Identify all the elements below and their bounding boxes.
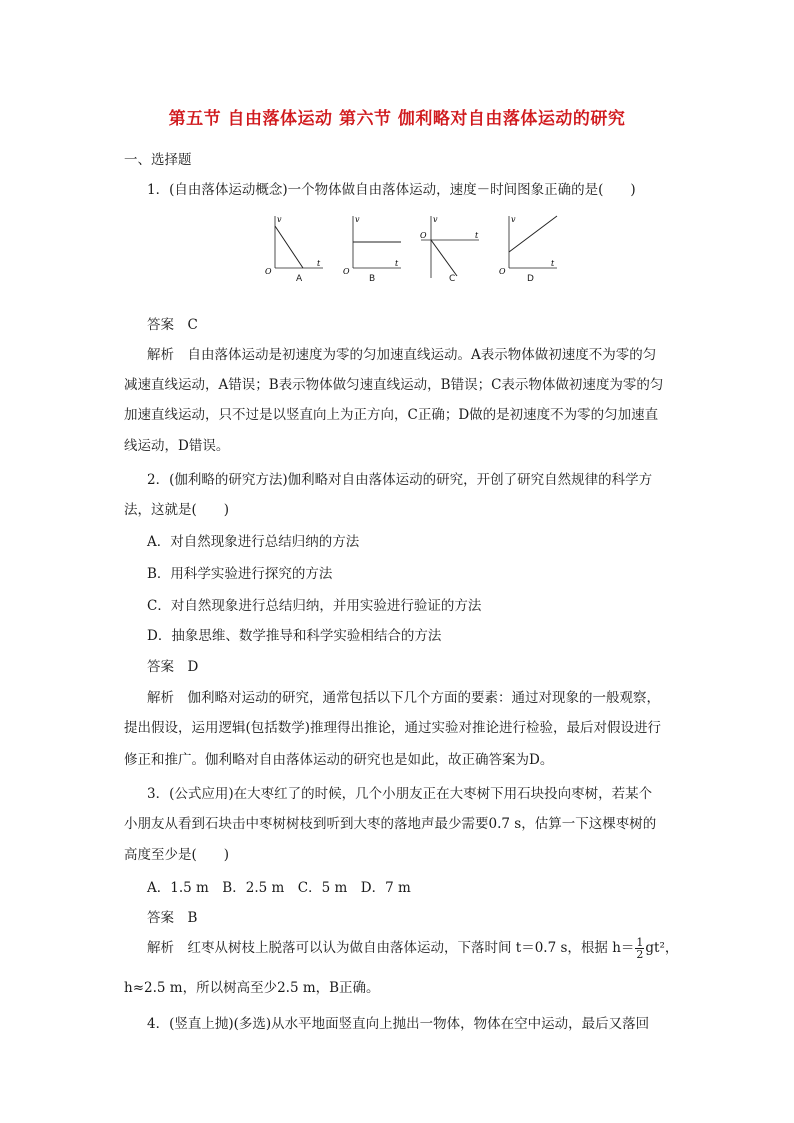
q4-stem: 4．(竖直上抛)(多选)从水平地面竖直向上抛出一物体，物体在空中运动，最后又落回	[147, 1016, 650, 1032]
graph-d-v-label: v	[511, 215, 516, 224]
graph-a	[263, 212, 341, 290]
q3-analysis-line	[147, 936, 707, 960]
graph-b-t-label: t	[395, 259, 399, 268]
graph-c-o-label: O	[420, 231, 427, 240]
q3-analysis-formula: gt²，	[645, 940, 679, 956]
page-title: 第五节 自由落体运动 第六节 伽利略对自由落体运动的研究	[168, 109, 626, 129]
fraction	[635, 937, 644, 960]
graph-a-label: A	[296, 274, 303, 284]
graph-b	[341, 212, 419, 290]
graph-d-o-label: O	[499, 267, 506, 276]
graph-a-o-label: O	[265, 267, 272, 276]
q2-option-d: D．抽象思维、数学推导和科学实验相结合的方法	[147, 628, 442, 644]
graph-d	[497, 212, 575, 290]
q3-analysis-text: 解析 红枣从树枝上脱落可以认为做自由落体运动，下落时间 t＝0.7 s，根据 h＝	[147, 940, 635, 956]
section-heading: 一、选择题	[124, 152, 192, 168]
q3-analysis-line: h≈2.5 m，所以树高至少2.5 m，B正确。	[124, 980, 380, 996]
q2-stem: 法，这就是( )	[124, 502, 230, 518]
q2-stem: 2．(伽利略的研究方法)伽利略对自由落体运动的研究，开创了研究自然规律的科学方	[147, 472, 653, 488]
graph-c-v-label: v	[433, 215, 438, 224]
q1-graphs	[263, 212, 563, 290]
q3-answer: 答案 B	[147, 910, 198, 926]
graph-d-t-label: t	[551, 259, 555, 268]
q2-answer: 答案 D	[147, 659, 199, 675]
q2-analysis-line: 修正和推广。伽利略对自由落体运动的研究也是如此，故正确答案为D。	[124, 752, 554, 768]
q2-option-c: C．对自然现象进行总结归纳，并用实验进行验证的方法	[147, 598, 482, 614]
q1-answer: 答案 C	[147, 317, 198, 333]
q1-analysis-line: 减速直线运动，A错误；B表示物体做匀速直线运动，B错误；C表示物体做初速度为零的匀	[124, 377, 664, 393]
q1-analysis-line: 解析 自由落体运动是初速度为零的匀加速直线运动。A表示物体做初速度不为零的匀	[147, 347, 657, 363]
q2-analysis-line: 解析 伽利略对运动的研究，通常包括以下几个方面的要素：通过对现象的一般观察，	[147, 690, 660, 706]
q2-option-a: A．对自然现象进行总结归纳的方法	[147, 534, 360, 550]
q1-analysis-line: 加速直线运动，只不过是以竖直向上为正方向，C正确；D做的是初速度不为零的匀加速直	[124, 407, 659, 423]
q3-stem: 3．(公式应用)在大枣红了的时候，几个小朋友正在大枣树下用石块投向枣树，若某个	[147, 786, 653, 802]
graph-a-t-label: t	[317, 259, 321, 268]
q2-option-b: B．用科学实验进行探究的方法	[147, 566, 333, 582]
q3-stem: 小朋友从看到石块击中枣树树枝到听到大枣的落地声最少需要0.7 s，估算一下这棵枣树的	[124, 816, 657, 832]
q1-analysis-line: 线运动，D错误。	[124, 438, 230, 454]
graph-b-o-label: O	[343, 267, 350, 276]
q2-analysis-line: 提出假设，运用逻辑(包括数学)推理得出推论，通过实验对推论进行检验，最后对假设进行	[124, 720, 662, 736]
graph-c	[419, 212, 497, 290]
q3-stem: 高度至少是( )	[124, 847, 230, 863]
graph-b-label: B	[369, 274, 376, 284]
q1-stem: 1．(自由落体运动概念)一个物体做自由落体运动，速度－时间图象正确的是( )	[147, 182, 636, 198]
fraction-numerator: 1	[636, 936, 644, 949]
graph-d-label: D	[527, 274, 534, 284]
graph-c-t-label: t	[475, 231, 479, 240]
graph-a-v-label: v	[277, 215, 282, 224]
graph-c-label: C	[449, 274, 456, 284]
fraction-denominator: 2	[636, 948, 644, 961]
q3-options: A．1.5 m B．2.5 m C．5 m D．7 m	[147, 880, 411, 896]
graph-b-v-label: v	[355, 215, 360, 224]
